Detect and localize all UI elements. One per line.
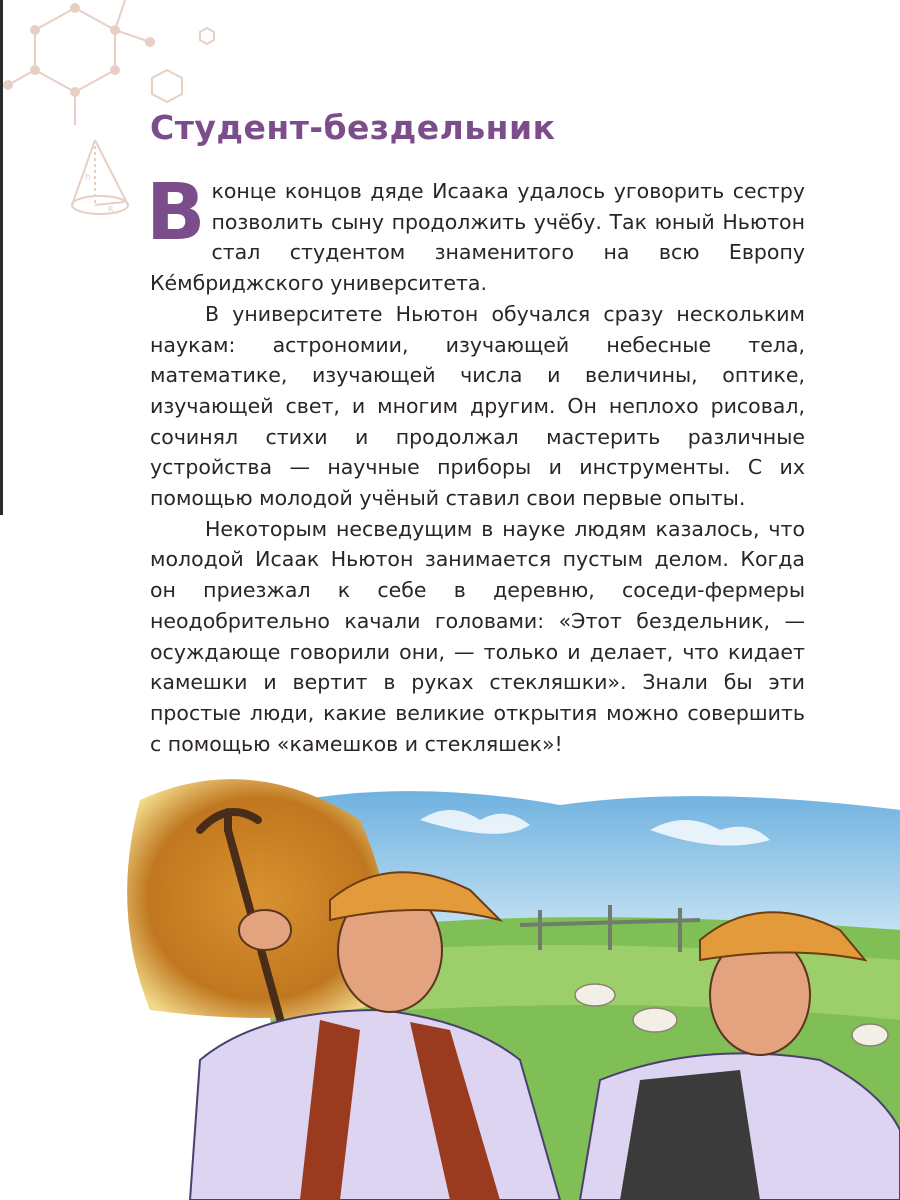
paragraph-2: В университете Ньютон обучался сразу нескольким наукам: астрономии, изучающей небесные тела, математике, изучающей числа и величины, оптике, изучающей свет, и многим другим. Он неплохо рисовал, сочинял стихи и продолжал мастерить различные устройства — научные приборы и инструменты. С их помощью молодой учёный ставил свои первые опыты. <box>150 301 805 511</box>
drop-cap: В <box>146 168 206 258</box>
page-title: Студент-бездельник <box>150 108 556 147</box>
body-text <box>146 168 805 759</box>
farmers-with-pitchfork-illustration <box>0 760 900 1200</box>
paragraph-1-text: конце концов дяде Исаака удалось уговорить сестру позволить сыну продолжить учёбу. Так юный Ньютон стал студентом знаменитого на всю Европу Ке́мбриджского университета. <box>150 179 805 296</box>
paragraph-3: Некоторым несведущим в науке людям казалось, что молодой Исаак Ньютон занимается пустым делом. Когда он приезжал к себе в деревню, соседи-фермеры неодобрительно качали головами: «Этот бездельник, — осуждающе говорили они, — только и делает, что кидает камешки и вертит в руках стекляшки». Знали бы эти простые люди, какие великие открытия можно совершить с помощью «камешков и стекляшек»! <box>150 516 805 756</box>
svg-text:R: R <box>108 205 114 214</box>
svg-text:h: h <box>85 173 91 183</box>
paragraph-1 <box>146 168 805 299</box>
